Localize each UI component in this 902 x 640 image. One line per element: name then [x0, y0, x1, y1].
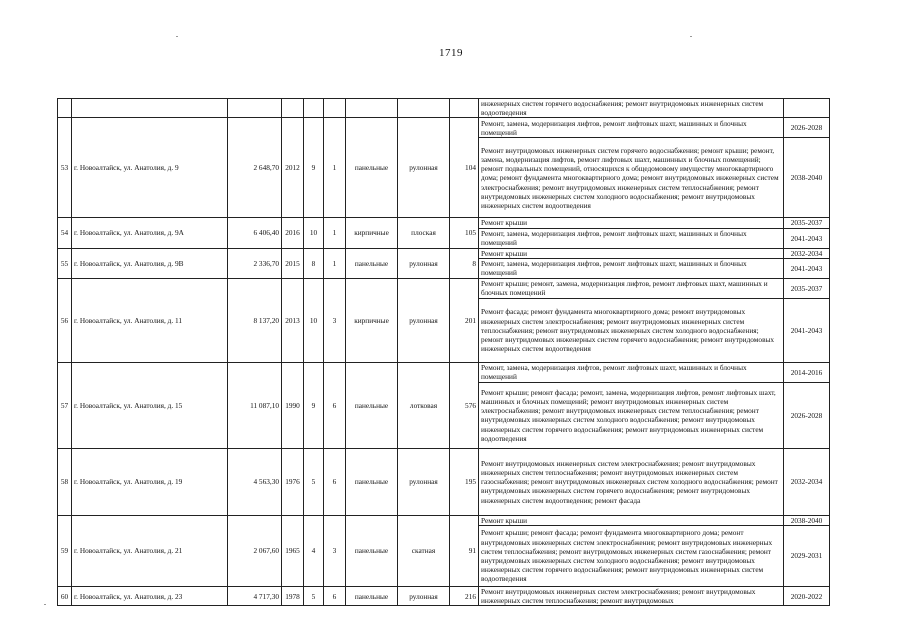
entrances-count: 1: [324, 218, 346, 248]
wall-material: панельные: [346, 362, 398, 448]
work-period: 2041-2043: [784, 298, 830, 362]
build-year: 1990: [282, 362, 304, 448]
work-period: 2026-2028: [784, 382, 830, 448]
floors-count: 8: [304, 248, 324, 278]
wall-material: кирпичные: [346, 218, 398, 248]
work-period: 2041-2043: [784, 258, 830, 278]
work-description: Ремонт крыши; ремонт, замена, модернизация лифтов, ремонт лифтовых шахт, машинных и блочных помещений: [479, 278, 784, 298]
roof-type: рулонная: [398, 118, 450, 218]
work-period: 2038-2040: [784, 515, 830, 525]
floors-count: 10: [304, 278, 324, 362]
build-year: 1976: [282, 448, 304, 515]
row-number: 53: [58, 118, 72, 218]
table-body: [58, 99, 830, 606]
row-number: 58: [58, 448, 72, 515]
row-number: 55: [58, 248, 72, 278]
row-number: 59: [58, 515, 72, 586]
work-period: 2038-2040: [784, 138, 830, 218]
work-period: 2029-2031: [784, 526, 830, 587]
roof-type: лотковая: [398, 362, 450, 448]
roof-type: скатная: [398, 515, 450, 586]
apartments-count: 104: [450, 118, 479, 218]
entrances-count: 6: [324, 587, 346, 606]
wall-material: панельные: [346, 448, 398, 515]
row-number: 57: [58, 362, 72, 448]
scan-speck: [690, 36, 692, 37]
apartments-count: 576: [450, 362, 479, 448]
total-area: 4 563,30: [228, 448, 282, 515]
apartments-count: 105: [450, 218, 479, 248]
work-description: Ремонт, замена, модернизация лифтов, ремонт лифтовых шахт, машинных и блочных помещений: [479, 118, 784, 138]
house-address: г. Новоалтайск, ул. Анатолия, д. 9А: [72, 218, 228, 248]
total-area: 6 406,40: [228, 218, 282, 248]
table-row: [58, 362, 830, 382]
apartments-count: 195: [450, 448, 479, 515]
work-period: 2014-2016: [784, 362, 830, 382]
work-period: 2026-2028: [784, 118, 830, 138]
build-year: 2015: [282, 248, 304, 278]
total-area: 2 067,60: [228, 515, 282, 586]
table-row: [58, 118, 830, 138]
table-row: [58, 515, 830, 525]
entrances-count: 6: [324, 362, 346, 448]
entrances-count: 3: [324, 278, 346, 362]
roof-type: плоская: [398, 218, 450, 248]
apartments-count: 201: [450, 278, 479, 362]
row-number: 60: [58, 587, 72, 606]
work-description: Ремонт, замена, модернизация лифтов, ремонт лифтовых шахт, машинных и блочных помещений: [479, 362, 784, 382]
wall-material: панельные: [346, 587, 398, 606]
repair-schedule-table: [57, 98, 830, 606]
work-period: 2032-2034: [784, 448, 830, 515]
row-number: 56: [58, 278, 72, 362]
build-year: 2016: [282, 218, 304, 248]
house-address: г. Новоалтайск, ул. Анатолия, д. 19: [72, 448, 228, 515]
work-period: 2035-2037: [784, 278, 830, 298]
row-number: 54: [58, 218, 72, 248]
floors-count: 9: [304, 118, 324, 218]
work-period: 2020-2022: [784, 587, 830, 606]
work-description: Ремонт крыши: [479, 515, 784, 525]
work-description: Ремонт внутридомовых инженерных систем электроснабжения; ремонт внутридомовых инженерных систем теплоснабжения; ремонт внутридомовых: [479, 587, 784, 606]
page-number: 1719: [439, 47, 463, 59]
work-description: Ремонт, замена, модернизация лифтов, ремонт лифтовых шахт, машинных и блочных помещений: [479, 228, 784, 248]
roof-type: рулонная: [398, 248, 450, 278]
total-area: 8 137,20: [228, 278, 282, 362]
house-address: г. Новоалтайск, ул. Анатолия, д. 21: [72, 515, 228, 586]
wall-material: панельные: [346, 515, 398, 586]
total-area: 11 087,10: [228, 362, 282, 448]
work-description: Ремонт крыши; ремонт фасада; ремонт, замена, модернизация лифтов, ремонт лифтовых шахт, машинных и блочных помещений; ремонт внутридомовых инженерных систем электроснабжения; ремонт внутридомовых инженерных систем теплоснабжения; ремонт внутридомовых инженерных систем холодного водоснабжения; ремонт внутридомовых инженерных систем горячего водоснабжения; ремонт внутридомовых инженерных систем водоотведения: [479, 382, 784, 448]
total-area: 2 336,70: [228, 248, 282, 278]
wall-material: кирпичные: [346, 278, 398, 362]
house-address: г. Новоалтайск, ул. Анатолия, д. 9В: [72, 248, 228, 278]
work-description: инженерных систем горячего водоснабжения; ремонт внутридомовых инженерных систем водоотведения: [479, 99, 784, 118]
roof-type: рулонная: [398, 587, 450, 606]
table-row: [58, 218, 830, 228]
entrances-count: 1: [324, 248, 346, 278]
roof-type: рулонная: [398, 278, 450, 362]
work-period: [784, 99, 830, 118]
entrances-count: 3: [324, 515, 346, 586]
total-area: 2 648,70: [228, 118, 282, 218]
work-description: Ремонт внутридомовых инженерных систем горячего водоснабжения; ремонт крыши; ремонт, замена, модернизация лифтов, ремонт лифтовых шахт, машинных и блочных помещений; ремонт подвальных помещений, относящихся к общедомовому имуществу многоквартирного дома; ремонт фундамента многоквартирного дома; ремонт внутридомовых инженерных систем электроснабжения; ремонт внутридомовых инженерных систем теплоснабжения; ремонт внутридомовых инженерных систем холодного водоснабжения; ремонт внутридомовых инженерных систем водоотведения: [479, 138, 784, 218]
floors-count: 5: [304, 587, 324, 606]
work-description: Ремонт крыши: [479, 248, 784, 258]
apartments-count: 216: [450, 587, 479, 606]
continuation-row: [58, 99, 830, 118]
build-year: 2013: [282, 278, 304, 362]
house-address: г. Новоалтайск, ул. Анатолия, д. 15: [72, 362, 228, 448]
work-description: Ремонт, замена, модернизация лифтов, ремонт лифтовых шахт, машинных и блочных помещений: [479, 258, 784, 278]
build-year: 2012: [282, 118, 304, 218]
apartments-count: 91: [450, 515, 479, 586]
entrances-count: 1: [324, 118, 346, 218]
house-address: г. Новоалтайск, ул. Анатолия, д. 23: [72, 587, 228, 606]
work-description: Ремонт крыши: [479, 218, 784, 228]
floors-count: 5: [304, 448, 324, 515]
work-description: Ремонт фасада; ремонт фундамента многоквартирного дома; ремонт внутридомовых инженерных систем электроснабжения; ремонт внутридомовых инженерных систем теплоснабжения; ремонт внутридомовых инженерных систем холодного водоснабжения; ремонт внутридомовых инженерных систем горячего водоснабжения; ремонт внутридомовых инженерных систем водоотведения: [479, 298, 784, 362]
floors-count: 4: [304, 515, 324, 586]
table-row: [58, 278, 830, 298]
apartments-count: 8: [450, 248, 479, 278]
build-year: 1978: [282, 587, 304, 606]
floors-count: 10: [304, 218, 324, 248]
roof-type: рулонная: [398, 448, 450, 515]
work-period: 2035-2037: [784, 218, 830, 228]
house-address: г. Новоалтайск, ул. Анатолия, д. 11: [72, 278, 228, 362]
scan-speck: [176, 36, 178, 37]
table-row: [58, 587, 830, 606]
work-description: Ремонт внутридомовых инженерных систем электроснабжения; ремонт внутридомовых инженерных систем теплоснабжения; ремонт внутридомовых инженерных систем газоснабжения; ремонт внутридомовых инженерных систем холодного водоснабжения; ремонт внутридомовых инженерных систем горячего водоснабжения; ремонт внутридомовых инженерных систем водоотведения; ремонт фасада: [479, 448, 784, 515]
work-period: 2041-2043: [784, 228, 830, 248]
scan-speck: [44, 604, 46, 605]
table-row: [58, 248, 830, 258]
entrances-count: 6: [324, 448, 346, 515]
wall-material: панельные: [346, 118, 398, 218]
total-area: 4 717,30: [228, 587, 282, 606]
work-period: 2032-2034: [784, 248, 830, 258]
build-year: 1965: [282, 515, 304, 586]
house-address: г. Новоалтайск, ул. Анатолия, д. 9: [72, 118, 228, 218]
wall-material: панельные: [346, 248, 398, 278]
table-row: [58, 448, 830, 515]
work-description: Ремонт крыши; ремонт фасада; ремонт фундамента многоквартирного дома; ремонт внутридомовых инженерных систем электроснабжения; ремонт внутридомовых инженерных систем теплоснабжения; ремонт внутридомовых инженерных систем газоснабжения; ремонт внутридомовых инженерных систем холодного водоснабжения; ремонт внутридомовых инженерных систем горячего водоснабжения; ремонт внутридомовых инженерных систем водоотведения: [479, 526, 784, 587]
floors-count: 9: [304, 362, 324, 448]
